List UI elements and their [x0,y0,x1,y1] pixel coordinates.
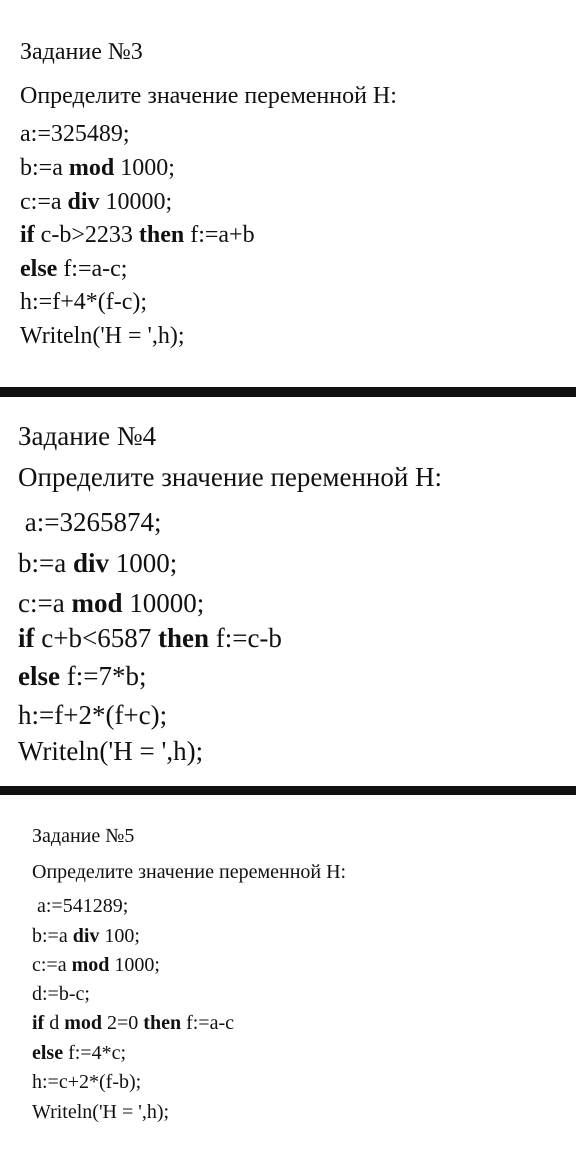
code-keyword: else [20,256,58,282]
task-prompt: Определите значение переменной H: [20,83,397,109]
code-text: 100; [99,925,140,947]
code-keyword: else [18,661,60,691]
task-title: Задание №5 [32,825,135,847]
code-line [32,955,160,975]
code-text: f:=a-c; [57,256,128,282]
code-keyword: div [72,925,100,947]
code-line [18,702,167,729]
code-line [20,156,175,180]
task-prompt: Определите значение переменной H: [18,462,443,492]
code-text: Writeln('H = ',h); [18,736,204,766]
code-text: a:=325489; [20,121,130,147]
code-keyword: if [18,623,35,653]
code-line [18,738,203,765]
code-text: h:=c+2*(f-b); [32,1071,142,1093]
code-text: h:=f+2*(f+c); [18,700,168,730]
code-text: h:=f+4*(f-c); [20,289,148,315]
code-text: d [44,1012,65,1034]
code-text: f:=c-b [208,623,282,653]
code-text: 1000; [109,954,160,976]
code-keyword: mod [71,954,110,976]
code-keyword: mod [68,155,115,181]
code-line [32,896,128,916]
code-line [32,1043,126,1063]
code-text: Writeln('H = ',h); [32,1101,170,1123]
code-text: f:=a-c [181,1012,235,1034]
code-line [32,1102,169,1122]
code-keyword: if [20,222,35,248]
code-text: 1000; [114,155,175,181]
code-line [18,550,177,577]
code-line [20,223,255,247]
code-line [20,290,147,314]
code-text: 10000; [99,189,173,215]
divider-2 [0,786,576,795]
code-text: c:=a [32,954,72,976]
code-text: c-b>2233 [34,222,139,248]
code-text: f:=7*b; [59,661,147,691]
code-text: b:=a [32,925,73,947]
code-text: b:=a [18,548,73,578]
code-line [20,122,130,146]
code-line [20,324,185,348]
code-line [32,984,90,1004]
code-line [18,663,146,690]
code-text: a:=3265874; [18,507,162,537]
code-line [18,590,204,617]
code-text: c:=a [18,588,72,618]
code-text: a:=541289; [32,895,129,917]
task-prompt: Определите значение переменной H: [32,861,347,883]
task-title: Задание №3 [20,39,143,65]
code-line [18,625,282,652]
code-text: 1000; [109,548,178,578]
code-text: d:=b-c; [32,983,90,1005]
code-text: Writeln('H = ',h); [20,323,185,349]
code-line [20,257,127,281]
code-keyword: then [143,1012,182,1034]
code-text: c:=a [20,189,68,215]
code-keyword: then [157,623,209,653]
code-keyword: div [72,548,109,578]
code-line [32,926,140,946]
task-title: Задание №4 [18,421,157,451]
code-keyword: else [32,1042,64,1064]
code-text: 2=0 [102,1012,144,1034]
code-line [20,190,172,214]
code-keyword: mod [71,588,123,618]
code-text: b:=a [20,155,69,181]
code-line [18,509,161,536]
divider-1 [0,387,576,397]
code-keyword: div [67,189,100,215]
code-text: 10000; [122,588,205,618]
code-line [32,1013,234,1033]
code-text: c+b<6587 [34,623,158,653]
code-keyword: then [138,222,185,248]
code-text: f:=a+b [184,222,255,248]
code-keyword: if [32,1012,45,1034]
code-line [32,1072,141,1092]
code-keyword: mod [64,1012,103,1034]
code-text: f:=4*c; [63,1042,127,1064]
